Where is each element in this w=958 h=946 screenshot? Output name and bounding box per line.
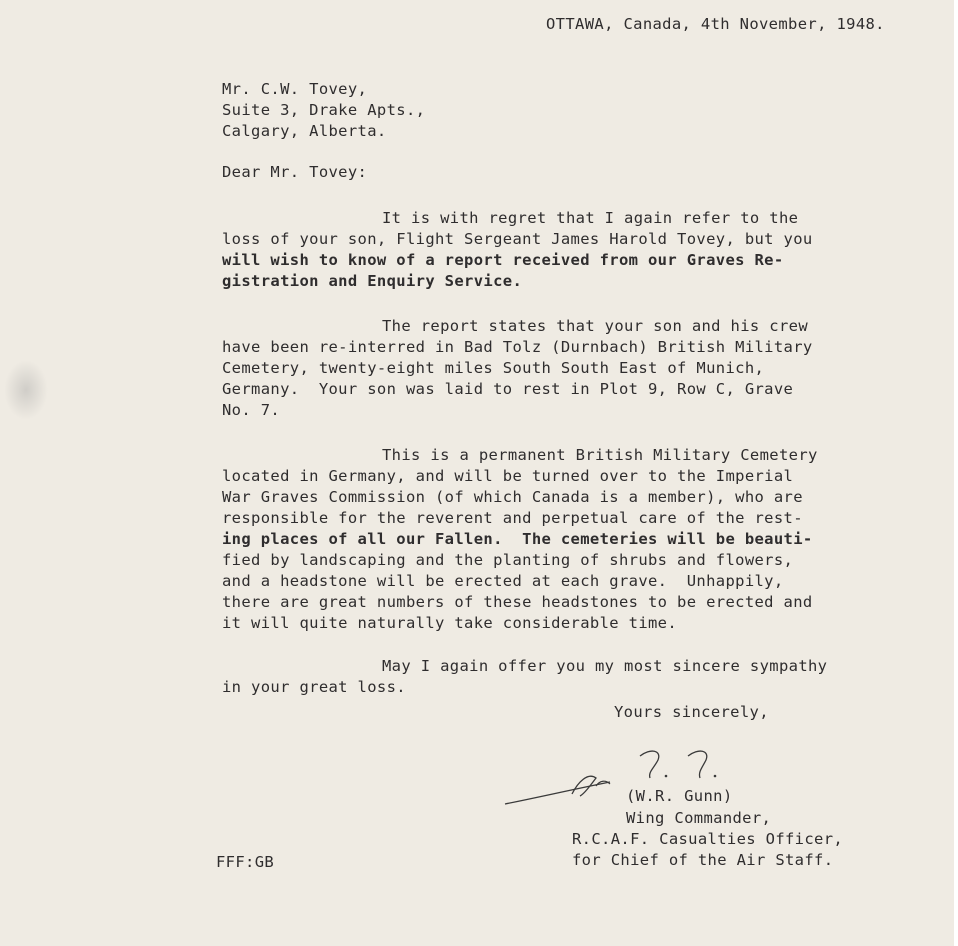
paragraph2-line: The report states that your son and his crew [382,317,808,335]
signatory-for-line: for Chief of the Air Staff. [572,851,834,869]
recipient-address-line2: Calgary, Alberta. [222,122,387,140]
paper-smudge [4,360,48,420]
closing: Yours sincerely, [614,703,769,721]
paragraph2-line: have been re-interred in Bad Tolz (Durnbach) British Military [222,338,813,356]
paragraph3-line: and a headstone will be erected at each grave. Unhappily, [222,572,784,590]
paragraph1-line: It is with regret that I again refer to the [382,209,799,227]
paragraph2-line: Germany. Your son was laid to rest in Plot 9, Row C, Grave [222,380,794,398]
paragraph3-line: fied by landscaping and the planting of shrubs and flowers, [222,551,794,569]
paragraph4-line: in your great loss. [222,678,406,696]
paragraph1-line: gistration and Enquiry Service. [222,272,523,290]
salutation: Dear Mr. Tovey: [222,163,368,181]
signatory-rank: Wing Commander, [626,809,772,827]
paragraph3-line: there are great numbers of these headstones to be erected and [222,593,813,611]
paragraph2-line: No. 7. [222,401,281,419]
signatory-name: (W.R. Gunn) [626,787,733,805]
recipient-address-line1: Suite 3, Drake Apts., [222,101,426,119]
signatory-title: R.C.A.F. Casualties Officer, [572,830,844,848]
paragraph1-line: will wish to know of a report received from our Graves Re- [222,251,784,269]
paragraph3-line: responsible for the reverent and perpetual care of the rest- [222,509,803,527]
recipient-name: Mr. C.W. Tovey, [222,80,368,98]
paragraph4-line: May I again offer you my most sincere sympathy [382,657,828,675]
paragraph3-line: it will quite naturally take considerable time. [222,614,678,632]
paragraph3-line: ing places of all our Fallen. The cemeteries will be beauti- [222,530,813,548]
dateline: OTTAWA, Canada, 4th November, 1948. [546,15,885,33]
paragraph3-line: War Graves Commission (of which Canada is a member), who are [222,488,803,506]
reference-initials: FFF:GB [216,853,275,871]
paragraph3-line: This is a permanent British Military Cemetery [382,446,818,464]
page-edge [954,0,958,946]
paragraph1-line: loss of your son, Flight Sergeant James Harold Tovey, but you [222,230,813,248]
paragraph2-line: Cemetery, twenty-eight miles South South East of Munich, [222,359,765,377]
paragraph3-line: located in Germany, and will be turned over to the Imperial [222,467,794,485]
